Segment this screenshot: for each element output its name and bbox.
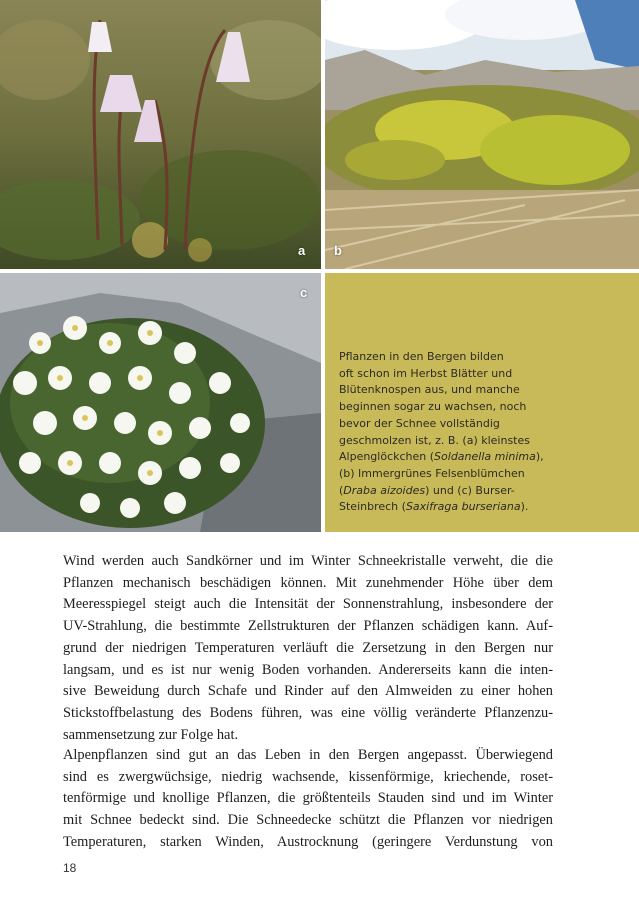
text-line: mit Schnee bedeckt sind. Die Schneedecke schützt die Pflanzen vor niedrigen — [63, 812, 553, 829]
caption-text: ). — [520, 500, 529, 514]
photo-a-soldanella — [0, 0, 321, 269]
text-line: tenförmige und knollige Pflanzen, die größtenteils Stauden sind und im Winter — [63, 790, 553, 807]
caption-line: geschmolzen ist, z. B. (a) kleinstes — [339, 433, 530, 447]
body-paragraph-2 — [63, 745, 553, 854]
text-line: grund der niedrigen Temperaturen verläuft die Zersetzung in den Bergen nur — [63, 639, 553, 656]
text-line: Meeresspiegel steigt auch die Intensität der Sonnenstrahlung, insbesondere der — [63, 596, 553, 613]
caption-line: (b) Immergrünes Felsenblümchen — [339, 466, 525, 480]
figure-caption — [339, 349, 629, 516]
caption-line: Blütenknospen aus, und manche — [339, 383, 520, 397]
caption-species: Soldanella minima — [434, 450, 536, 464]
text-line: Alpenpflanzen sind gut an das Leben in den Bergen angepasst. Überwiegend — [63, 747, 553, 763]
text-line: UV-Strahlung, die bestimmte Zellstrukturen der Pflanzen schädigen kann. Auf- — [63, 618, 553, 635]
caption-line: beginnen sogar zu wachsen, noch — [339, 400, 527, 414]
caption-line: Pflanzen in den Bergen bilden — [339, 350, 504, 363]
caption-line: bevor der Schnee vollständig — [339, 416, 500, 430]
caption-line: (Draba aizoides) und (c) Burser- — [339, 483, 515, 497]
text-line: Wind werden auch Sandkörner und im Winter Schneekristalle verweht, die die — [63, 553, 553, 569]
text-line: Pflanzen mechanisch beschädigen können. Mit zunehmender Höhe über dem — [63, 574, 553, 591]
caption-text: ) und (c) Burser- — [425, 483, 515, 497]
caption-line: oft schon im Herbst Blätter und — [339, 366, 513, 380]
caption-text: Alpenglöckchen ( — [339, 450, 435, 464]
caption-species: Draba aizoides — [343, 483, 426, 497]
text-line: sammensetzung zur Folge hat. — [63, 726, 239, 743]
photo-c-saxifraga — [0, 273, 321, 532]
caption-box — [325, 273, 639, 532]
caption-species: Saxifraga burseriana — [405, 500, 521, 514]
text-line: sind es zwergwüchsige, niedrig wachsende, kissenförmige, kriechende, roset- — [63, 768, 553, 785]
page-number: 18 — [63, 861, 77, 875]
text-line: Temperaturen, starken Winden, Austrocknung (geringere Verdunstung von — [63, 833, 553, 850]
text-line: sive Beweidung durch Schafe und Rinder auf den Almweiden zu einer hohen — [63, 683, 553, 700]
photo-b-draba — [325, 0, 639, 269]
text-line: Stickstoffbelastung des Bodens führen, was eine völlig veränderte Pflanzenzu- — [63, 704, 553, 721]
body-paragraph-1 — [63, 551, 553, 746]
photo-a-label: a — [298, 243, 306, 258]
photo-c-label: c — [300, 285, 308, 300]
text-line: langsam, und es ist nur wenig Boden vorhanden. Andererseits kann die inten- — [63, 661, 553, 678]
photo-b-label: b — [334, 243, 342, 258]
caption-text: Steinbrech ( — [339, 500, 406, 514]
caption-line — [339, 499, 629, 516]
caption-line — [339, 449, 629, 466]
caption-text: ), — [535, 450, 544, 464]
